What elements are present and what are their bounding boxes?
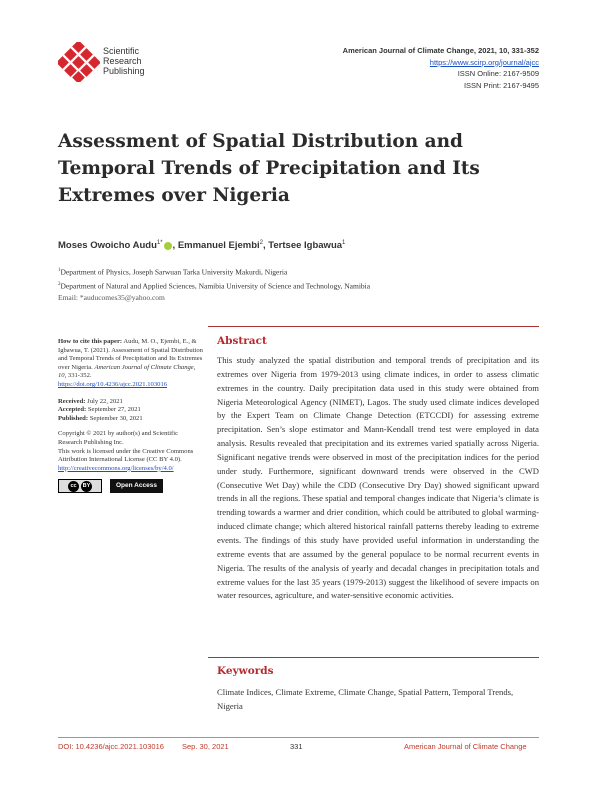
citation-block: How to cite this paper: Audu, M. O., Ejembi, E., & Igbawua, T. (2021). Assessment of Spatial Distribution and Temporal Trends of Precipitation and Its Extremes over Nigeria. American Journal of Climate Change, 10, 331-352. <box>58 338 203 380</box>
issn-print: ISSN Print: 2167-9495 <box>463 80 539 90</box>
author-sup: 1 <box>342 240 346 246</box>
issn-online: ISSN Online: 2167-9509 <box>457 69 539 78</box>
article-title: Assessment of Spatial Distribution and Temporal Trends of Precipitation and Its Extremes over Nigeria <box>58 131 480 206</box>
author-name: Tertsee Igbawua <box>268 240 343 252</box>
article-sidebar <box>58 338 203 493</box>
rights-block <box>58 430 203 473</box>
author-list: Moses Owoicho Audu$^{1*}$ , Emmanuel Ejembi$^2$, Tertsee Igbawua$^1$ <box>58 240 346 252</box>
keywords-heading: Keywords <box>217 665 274 677</box>
scirp-logo-icon <box>58 42 100 82</box>
copyright-text: Copyright © 2021 by author(s) and Scientific Research Publishing Inc. <box>58 430 179 446</box>
author-name: Moses Owoicho Audu <box>58 240 157 252</box>
article-dates: Received: July 22, 2021 Accepted: September 27, 2021 Published: September 30, 2021 <box>58 397 143 422</box>
footer-rule <box>58 737 539 738</box>
abstract-rule <box>208 326 539 327</box>
license-badges <box>58 479 203 493</box>
by-icon: BY <box>81 481 92 492</box>
page-number: 331 <box>290 742 303 751</box>
footer-doi: DOI: 10.4236/ajcc.2021.103016 <box>58 742 164 751</box>
journal-info <box>343 45 539 91</box>
cc-icon: cc <box>68 481 79 492</box>
open-access-badge: Open Access <box>110 479 163 493</box>
author-sup: 2 <box>259 240 264 246</box>
cc-by-badge[interactable] <box>58 479 102 493</box>
abstract-heading: Abstract <box>217 335 267 347</box>
footer-date: Sep. 30, 2021 <box>182 742 229 751</box>
affiliation: $^2$Department of Natural and Applied Sciences, Namibia University of Science and Technology, Namibia <box>58 281 371 291</box>
keywords-text: Climate Indices, Climate Extreme, Climate Change, Spatial Pattern, Temporal Trends, Nigeria <box>217 687 514 711</box>
publisher-logo <box>58 42 158 82</box>
journal-citation-line: American Journal of Climate Change, 2021, 10, 331-352 <box>342 46 539 55</box>
corresponding-email: Email: *auducomes35@yahoo.com <box>58 293 165 302</box>
doi-link[interactable]: https://doi.org/10.4236/ajcc.2021.103016 <box>58 380 168 388</box>
affiliation: $^1$Department of Physics, Joseph Sarwuan Tarka University Makurdi, Nigeria <box>58 267 288 277</box>
author-sup: 1* <box>156 240 163 246</box>
license-text: This work is licensed under the Creative Commons Attribution International License (CC BY 4.0). <box>58 447 194 464</box>
journal-url-link[interactable]: https://www.scirp.org/journal/ajcc <box>429 57 539 67</box>
abstract-text: This study analyzed the spatial distribution and temporal trends of precipitation and its extremes over Nigeria from 1979-2013 using climate indices, in order to assess climatic extremes in the country. Daily precipitation data used in this study were obtained from Nigeria Meteorological Agency (NIMET), Lagos. The study used climate indices developed by the Expert Team on Climate Change Detection (ETCCDI) for assessing extreme precipitation. Sen’s slope estimator and Mann-Kendall trend test were employed in data analysis. Results revealed that precipitation and its extremes varied spatially across Nigeria. Significant negative trends were observed in most of the precipitation indices for the period under study. Furthermore, significant downward trends were observed in the CWD (Consecutive Wet Day) while the CDD (Consecutive Dry Day) showed significant upward trends in all the regions. These spatial and temporal changes indicate that Nigeria’s climate is trending towards a warmer and drier condition, which could be attributed to global warming-induced climate change; which altered historical rainfall patterns thereby leading to extreme events. The findings of this study have provided useful information in understanding the extreme events that are assumed by the general populace to be normal recurrent events in Nigeria. The results of the analysis of yearly and decadal changes in precipitation totals and extreme values for the last 35 years (1979-2013) suggest the likelihood of severe impacts on water resources, agriculture, and water-sensitive economic activities. <box>217 355 539 601</box>
footer-journal: American Journal of Climate Change <box>404 742 527 751</box>
keywords-rule <box>208 657 539 658</box>
orcid-icon[interactable] <box>164 242 172 250</box>
publisher-name: Scientific Research Publishing <box>103 46 145 76</box>
license-link[interactable]: http://creativecommons.org/licenses/by/4.0/ <box>58 464 174 472</box>
author-name: Emmanuel Ejembi <box>177 240 260 252</box>
